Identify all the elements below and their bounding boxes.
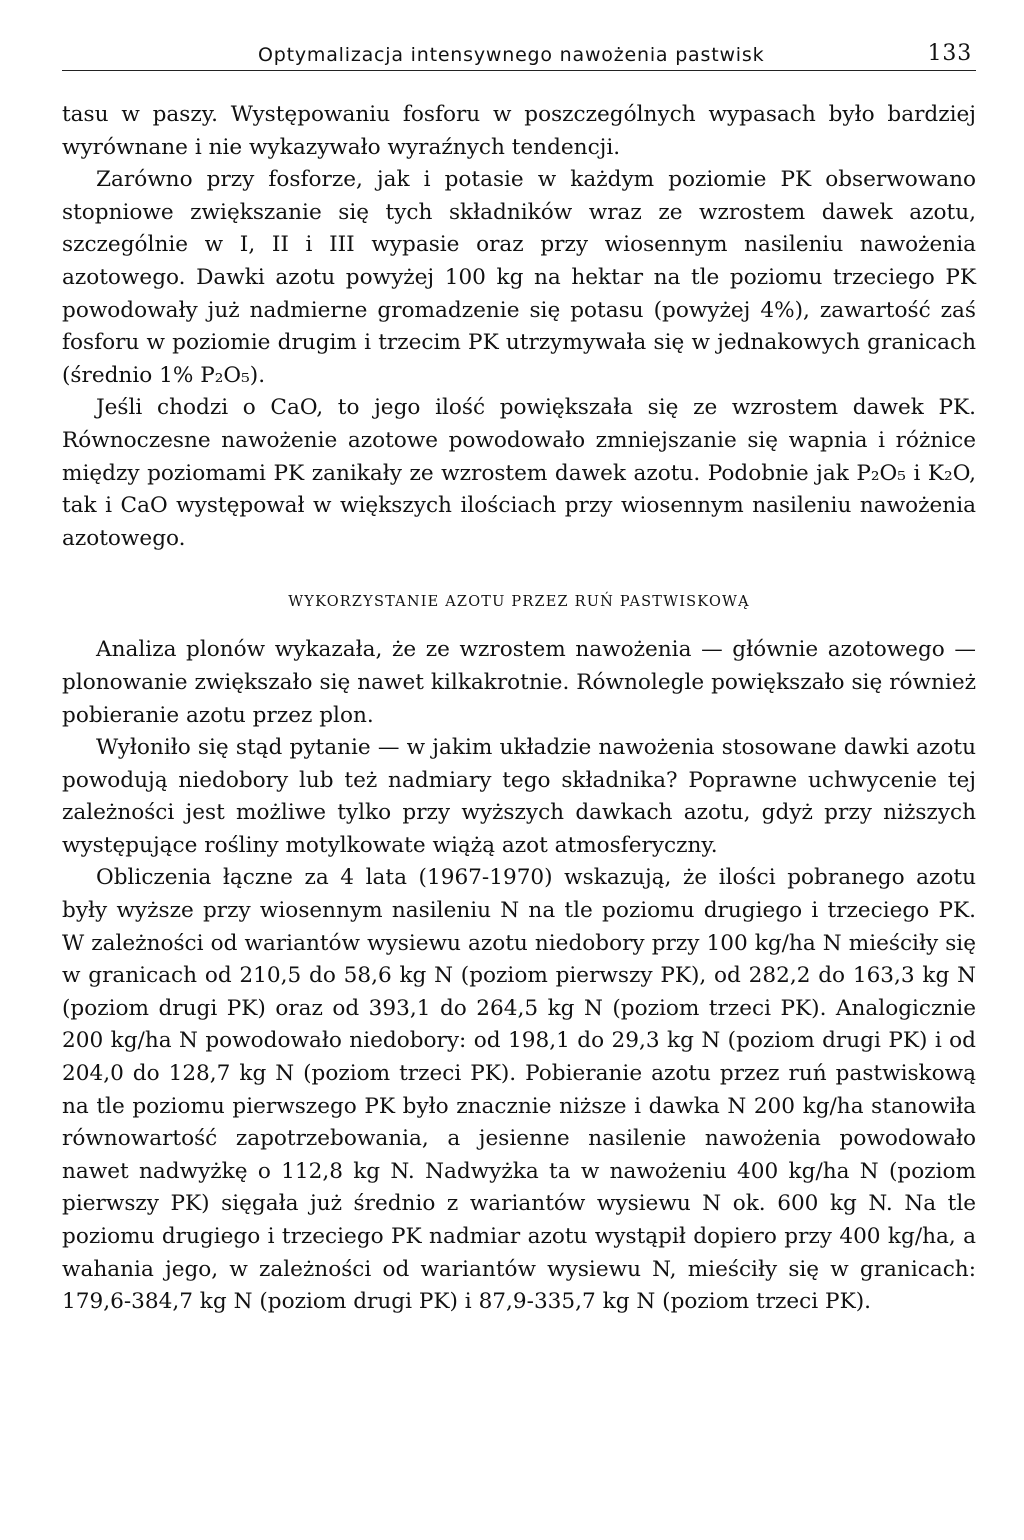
document-page <box>62 26 976 1319</box>
body-text <box>62 99 976 1319</box>
running-title: Optymalizacja intensywnego nawożenia pastwisk <box>258 44 765 66</box>
paragraph: Zarówno przy fosforze, jak i potasie w każdym poziomie PK obserwowano stopniowe zwiększanie się tych składników wraz ze wzrostem dawek azotu, szczególnie w I, II i III wypasie oraz przy wiosennym nasileniu nawożenia azotowego. Dawki azotu powyżej 100 kg na hektar na tle poziomu trzeciego PK powodowały już nadmierne gromadzenie się potasu (powyżej 4%), zawartość zaś fosforu w poziomie drugim i trzecim PK utrzymywała się w jednakowych granicach (średnio 1% P₂O₅). <box>62 167 976 388</box>
paragraph: Obliczenia łączne za 4 lata (1967-1970) wskazują, że ilości pobranego azotu były wyższe przy wiosennym nasileniu N na tle poziomu drugiego i trzeciego PK. W zależności od wariantów wysiewu azotu niedobory przy 100 kg/ha N mieściły się w granicach od 210,5 do 58,6 kg N (poziom pierwszy PK), od 282,2 do 163,3 kg N (poziom drugi PK) oraz od 393,1 do 264,5 kg N (poziom trzeci PK). Analogicznie 200 kg/ha N powodowało niedobory: od 198,1 do 29,3 kg N (poziom drugi PK) i od 204,0 do 128,7 kg N (poziom trzeci PK). Pobieranie azotu przez ruń pastwiskową na tle poziomu pierwszego PK było znacznie niższe i dawka N 200 kg/ha stanowiła równowartość zapotrzebowania, a jesienne nasilenie nawożenia powodowało nawet nadwyżkę o 112,8 kg N. Nadwyżka ta w nawożeniu 400 kg/ha N (poziom pierwszy PK) sięgała już średnio z wariantów wysiewu N ok. 600 kg N. Na tle poziomu drugiego i trzeciego PK nadmiar azotu wystąpił dopiero przy 400 kg/ha, a wahania jego, w zależności od wariantów wysiewu N, mieściły się w granicach: 179,6-384,7 kg N (poziom drugi PK) i 87,9-335,7 kg N (poziom trzeci PK). <box>62 865 976 1315</box>
paragraph: Analiza plonów wykazała, że ze wzrostem nawożenia — głównie azotowego — plonowanie zwiększało się nawet kilkakrotnie. Równolegle powiększało się również pobieranie azotu przez plon. <box>62 637 976 728</box>
paragraph: tasu w paszy. Występowaniu fosforu w poszczególnych wypasach było bardziej wyrównane i nie wykazywało wyraźnych tendencji. <box>62 102 976 160</box>
section-heading: WYKORZYSTANIE AZOTU PRZEZ RUŃ PASTWISKOWĄ <box>288 594 750 611</box>
page-header <box>62 26 976 71</box>
paragraph: Jeśli chodzi o CaO, to jego ilość powiększała się ze wzrostem dawek PK. Równoczesne nawożenie azotowe powodowało zmniejszanie się wapnia i różnice między poziomami PK zanikały ze wzrostem dawek azotu. Podobnie jak P₂O₅ i K₂O, tak i CaO występował w większych ilościach przy wiosennym nasileniu nawożenia azotowego. <box>62 395 976 551</box>
page-number: 133 <box>927 41 972 66</box>
paragraph: Wyłoniło się stąd pytanie — w jakim układzie nawożenia stosowane dawki azotu powodują niedobory lub też nadmiary tego składnika? Poprawne uchwycenie tej zależności jest możliwe tylko przy wyższych dawkach azotu, gdyż przy niższych występujące rośliny motylkowate wiążą azot atmosferyczny. <box>62 735 976 858</box>
